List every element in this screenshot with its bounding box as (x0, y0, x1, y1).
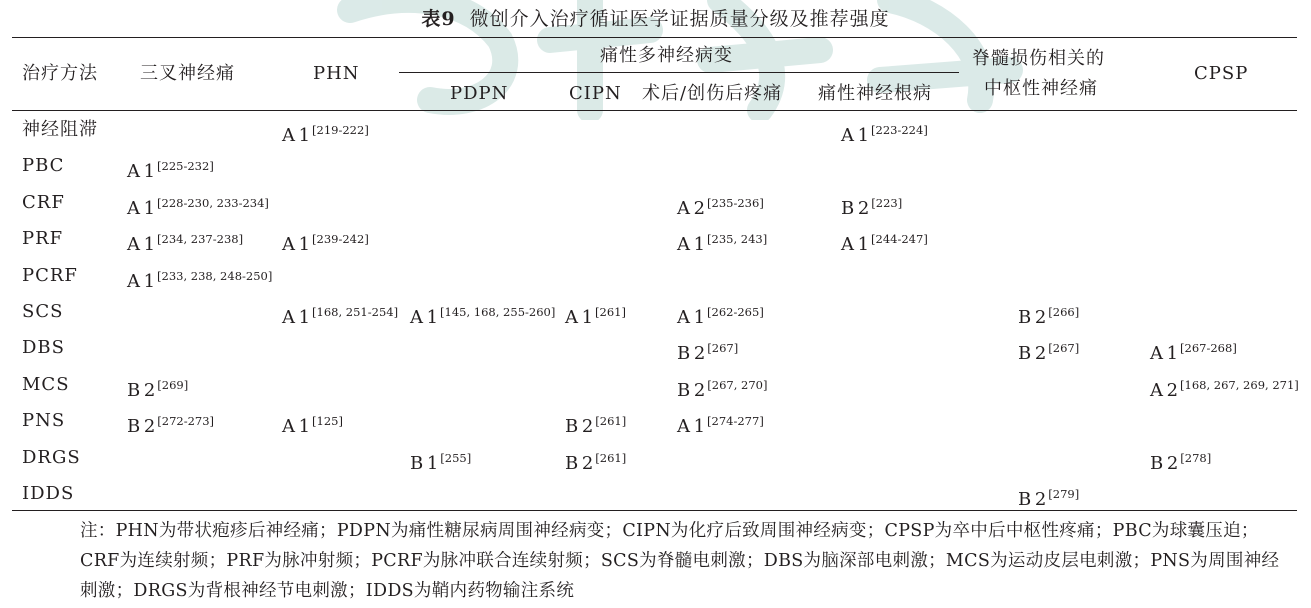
header-cipn: CIPN (569, 83, 622, 104)
evidence-grade: A 1 (841, 125, 870, 146)
evidence-cell (282, 229, 369, 255)
evidence-grade: A 1 (677, 307, 706, 328)
evidence-cell (841, 229, 928, 255)
footnote-text: 注：PHN为带状疱疹后神经痛；PDPN为痛性糖尿病周围神经病变；CIPN为化疗后致周围神经病变；CPSP为卒中后中枢性疼痛；PBC为球囊压迫；CRF为连续射频；PRF为脉冲射频；PCRF为脉冲联合连续射频；SCS为脊髓电刺激；DBS为脑深部电刺激；MCS为运动皮层电刺激；PNS为周围神经刺激；DRGS为背根神经节电刺激；IDDS为鞘内药物输注系统 (80, 521, 1280, 601)
table-caption: 微创介入治疗循证医学证据质量分级及推荐强度 (469, 8, 890, 30)
evidence-cell (127, 375, 188, 401)
evidence-grade: A 1 (282, 234, 311, 256)
evidence-cell (677, 338, 738, 364)
evidence-cell (841, 193, 902, 219)
header-cpsp: CPSP (1194, 63, 1249, 84)
header-rule (12, 110, 1297, 111)
evidence-cell (565, 302, 626, 328)
evidence-cell (565, 411, 626, 437)
row-method: PCRF (22, 264, 78, 286)
header-trigeminal: 三叉神经痛 (140, 63, 235, 84)
reference-citation: [267-268] (1180, 341, 1237, 356)
evidence-grade: B 2 (127, 379, 156, 401)
row-method: PRF (22, 228, 64, 250)
top-rule (12, 37, 1297, 38)
evidence-cell (677, 229, 767, 255)
reference-citation: [261] (595, 414, 627, 429)
reference-citation: [274-277] (707, 414, 764, 429)
reference-citation: [278] (1180, 450, 1212, 465)
evidence-grade: B 2 (565, 452, 594, 474)
evidence-grade: B 2 (1150, 452, 1179, 474)
row-method: PBC (22, 155, 65, 177)
evidence-grade: A 1 (127, 234, 156, 256)
evidence-grade: A 1 (127, 270, 156, 292)
reference-citation: [168, 251-254] (312, 305, 399, 319)
evidence-cell (841, 120, 928, 146)
reference-citation: [225-232] (157, 159, 214, 174)
reference-citation: [145, 168, 255-260] (440, 305, 556, 319)
row-method: DRGS (22, 446, 81, 468)
table-number: 表9 (421, 8, 456, 30)
header-sci-line2: 中枢性神经痛 (984, 78, 1098, 99)
evidence-grade: B 2 (1018, 307, 1047, 328)
evidence-cell (677, 375, 767, 401)
evidence-cell (127, 266, 272, 292)
reference-citation: [267] (1048, 341, 1080, 356)
evidence-grade: A 1 (677, 234, 706, 256)
evidence-cell (410, 448, 471, 474)
evidence-grade: B 1 (410, 452, 439, 474)
evidence-grade: A 1 (677, 416, 706, 438)
evidence-cell (127, 411, 214, 437)
table-footnote (40, 516, 1280, 606)
evidence-cell (677, 193, 764, 219)
reference-citation: [269] (157, 377, 189, 392)
evidence-grade: B 2 (1018, 343, 1047, 365)
evidence-grade: B 2 (677, 379, 706, 401)
header-method: 治疗方法 (22, 63, 98, 84)
reference-citation: [267] (707, 341, 739, 356)
header-phn: PHN (313, 63, 360, 84)
evidence-cell (1150, 375, 1299, 401)
evidence-grade: A 1 (282, 307, 311, 328)
reference-citation: [219-222] (312, 123, 369, 137)
evidence-cell (410, 302, 555, 328)
evidence-grade: B 2 (677, 343, 706, 365)
evidence-cell (677, 302, 764, 328)
header-radiculopathy: 痛性神经根病 (818, 83, 932, 104)
evidence-grade: A 2 (1150, 379, 1179, 401)
evidence-cell (565, 448, 626, 474)
reference-citation: [234, 237-238] (157, 232, 244, 247)
evidence-grade: A 1 (565, 307, 594, 328)
reference-citation: [266] (1048, 305, 1080, 319)
group-rule (399, 72, 959, 73)
reference-citation: [235, 243] (707, 232, 768, 247)
reference-citation: [223] (871, 195, 903, 210)
row-method: 神经阻滞 (22, 119, 98, 140)
evidence-cell (677, 411, 764, 437)
reference-citation: [168, 267, 269, 271] (1180, 377, 1299, 392)
header-sci-line1: 脊髓损伤相关的 (972, 48, 1105, 69)
evidence-cell (1018, 338, 1079, 364)
evidence-grade: B 2 (127, 416, 156, 438)
evidence-cell (127, 156, 214, 182)
row-method: IDDS (22, 483, 75, 504)
header-pdpn: PDPN (450, 83, 509, 104)
reference-citation: [233, 238, 248-250] (157, 268, 273, 283)
reference-citation: [261] (595, 450, 627, 465)
row-method: SCS (22, 301, 64, 322)
evidence-grade: A 1 (282, 125, 311, 146)
evidence-cell (1150, 338, 1237, 364)
evidence-cell (1150, 448, 1211, 474)
table-title (0, 4, 1311, 31)
evidence-cell (127, 193, 269, 219)
reference-citation: [255] (440, 450, 472, 465)
evidence-grade: A 1 (127, 197, 156, 219)
reference-citation: [261] (595, 305, 626, 319)
reference-citation: [239-242] (312, 232, 369, 247)
evidence-grade: A 1 (410, 307, 439, 328)
reference-citation: [272-273] (157, 414, 215, 429)
bottom-rule (12, 510, 1297, 511)
reference-citation: [279] (1048, 487, 1080, 501)
evidence-cell (127, 229, 243, 255)
evidence-cell (1018, 302, 1079, 328)
evidence-grade: A 1 (127, 161, 156, 183)
row-method: MCS (22, 373, 70, 395)
evidence-grade: A 2 (677, 197, 706, 219)
reference-citation: [267, 270] (707, 377, 768, 392)
reference-citation: [223-224] (871, 123, 928, 137)
evidence-grade: B 2 (1018, 489, 1047, 510)
row-method: DBS (22, 337, 65, 359)
reference-citation: [244-247] (871, 232, 928, 247)
row-method: CRF (22, 191, 65, 213)
evidence-grade: B 2 (841, 197, 870, 219)
reference-citation: [125] (312, 414, 343, 429)
reference-citation: [235-236] (707, 195, 764, 210)
evidence-grade: A 1 (841, 234, 870, 256)
evidence-grade: A 1 (282, 416, 311, 438)
header-postop: 术后/创伤后疼痛 (642, 83, 783, 104)
reference-citation: [228-230, 233-234] (157, 195, 269, 210)
evidence-grade: B 2 (565, 416, 594, 438)
evidence-grade: A 1 (1150, 343, 1179, 365)
header-painful-neuropathy: 痛性多神经病变 (600, 45, 733, 66)
evidence-cell (282, 120, 369, 146)
row-method: PNS (22, 410, 66, 432)
evidence-cell (282, 302, 398, 328)
reference-citation: [262-265] (707, 305, 764, 319)
evidence-cell (282, 411, 343, 437)
evidence-cell (1018, 484, 1079, 510)
